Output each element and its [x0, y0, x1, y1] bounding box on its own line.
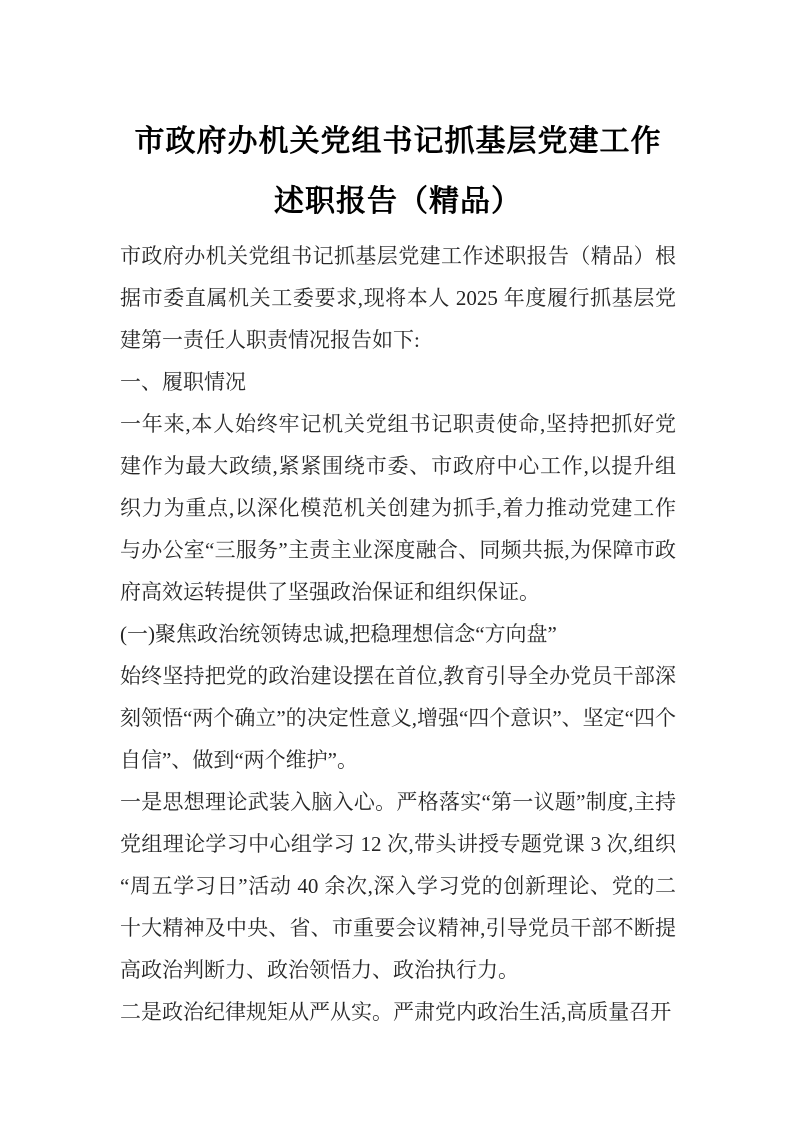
paragraph-subsection-heading-1: (一)聚焦政治统领铸忠诚,把稳理想信念“方向盘”: [120, 622, 557, 646]
paragraph-intro: 市政府办机关党组书记抓基层党建工作述职报告（精品）根据市委直属机关工委要求,现将本人 2025 年度履行抓基层党建第一责任人职责情况报告如下:: [120, 244, 676, 352]
paragraph-section-heading-1: 一、履职情况: [120, 370, 246, 394]
paragraph-political-building: 始终坚持把党的政治建设摆在首位,教育引导全办党员干部深刻领悟“两个确立”的决定性意义,增强“四个意识”、坚定“四个自信”、做到“两个维护”。: [120, 664, 676, 772]
document-body: [120, 235, 676, 1033]
document-title: 市政府办机关党组书记抓基层党建工作述职报告（精品）: [134, 125, 662, 218]
paragraph-point-two-truncated: 二是政治纪律规矩从严从实。严肃党内政治生活,高质量召开: [120, 1000, 672, 1024]
paragraph-overview: 一年来,本人始终牢记机关党组书记职责使命,坚持把抓好党建作为最大政绩,紧紧围绕市委、市政府中心工作,以提升组织力为重点,以深化模范机关创建为抓手,着力推动党建工作与办公室“三服务”主责主业深度融合、同频共振,为保障市政府高效运转提供了坚强政治保证和组织保证。: [120, 412, 676, 604]
paragraph-point-one: 一是思想理论武装入脑入心。严格落实“第一议题”制度,主持党组理论学习中心组学习 12 次,带头讲授专题党课 3 次,组织“周五学习日”活动 40 余次,深入学习党的创新理论、党的二十大精神及中央、省、市重要会议精神,引导党员干部不断提高政治判断力、政治领悟力、政治执行力。: [120, 790, 676, 982]
